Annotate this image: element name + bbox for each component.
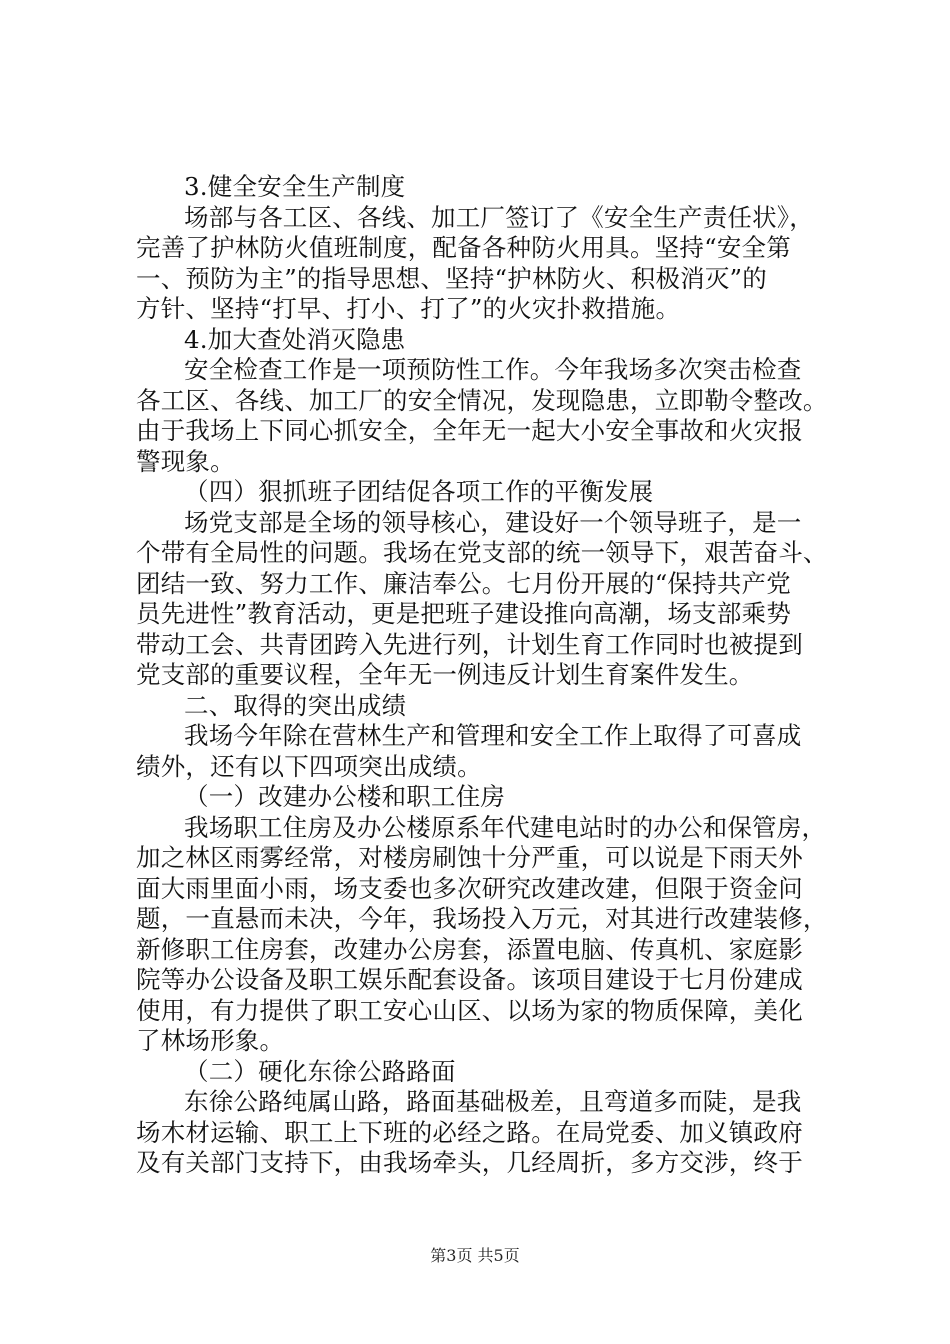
text-line: 新修职工住房套，改建办公房套，添置电脑、传真机、家庭影 — [136, 934, 803, 964]
text-line: 我场今年除在营林生产和管理和安全工作上取得了可喜成 — [184, 721, 802, 750]
text-line: 各工区、各线、加工厂的安全情况，发现隐患，立即勒令整改。 — [136, 385, 828, 415]
text-line: （一）改建办公楼和职工住房 — [184, 782, 506, 811]
text-line: 绩外，还有以下四项突出成绩。 — [136, 751, 482, 781]
text-line: 院等办公设备及职工娱乐配套设备。该项目建设于七月份建成 — [136, 965, 803, 994]
text-line: 一、预防为主”的指导思想、坚持“护林防火、积极消灭”的 — [136, 263, 767, 293]
text-line: 完善了护林防火值班制度，配备各种防火用具。坚持“安全第 — [136, 233, 791, 262]
text-line: 东徐公路纯属山路，路面基础极差，且弯道多而陡，是我 — [184, 1087, 802, 1116]
text-line: 党支部的重要议程，全年无一例违反计划生育案件发生。 — [136, 660, 754, 689]
text-line: 面大雨里面小雨，场支委也多次研究改建改建，但限于资金问 — [136, 873, 803, 903]
text-line: 场部与各工区、各线、加工厂签订了《安全生产责任状》， — [184, 202, 814, 232]
text-line: 二、取得的突出成绩 — [184, 690, 407, 720]
text-line: 了林场形象。 — [136, 1026, 285, 1055]
text-line: 个带有全局性的问题。我场在党支部的统一领导下，艰苦奋斗、 — [136, 538, 828, 567]
text-line: 场党支部是全场的领导核心，建设好一个领导班子，是一 — [184, 507, 802, 537]
text-line: 4.加大查处消灭隐患 — [184, 324, 406, 354]
document-body — [136, 172, 836, 1179]
text-line: 员先进性”教育活动，更是把班子建设推向高潮，场支部乘势 — [136, 599, 791, 628]
text-line: （四）狠抓班子团结促各项工作的平衡发展 — [184, 477, 654, 506]
text-line: 带动工会、共青团跨入先进行列，计划生育工作同时也被提到 — [136, 629, 803, 659]
text-line: 方针、坚持“打早、打小、打了”的火灾扑救措施。 — [136, 294, 681, 323]
text-line: 场木材运输、职工上下班的必经之路。在局党委、加义镇政府 — [136, 1117, 803, 1147]
text-line: 3.健全安全生产制度 — [184, 172, 406, 201]
page-number-footer: 第3页 共5页 — [430, 1246, 520, 1265]
text-line: 我场职工住房及办公楼原系年代建电站时的办公和保管房， — [184, 812, 827, 842]
text-line: 团结一致、努力工作、廉洁奉公。七月份开展的“保持共产党 — [136, 568, 791, 598]
text-line: （二）硬化东徐公路路面 — [184, 1056, 456, 1086]
text-line: 安全检查工作是一项预防性工作。今年我场多次突击检查 — [184, 355, 802, 384]
text-line: 加之林区雨雾经常，对楼房刷蚀十分严重，可以说是下雨天外 — [136, 843, 803, 872]
text-line: 警现象。 — [136, 446, 235, 476]
text-line: 由于我场上下同心抓安全，全年无一起大小安全事故和火灾报 — [136, 416, 803, 445]
text-line: 题，一直悬而未决，今年，我场投入万元，对其进行改建装修， — [136, 904, 828, 933]
text-line: 使用，有力提供了职工安心山区、以场为家的物质保障，美化 — [136, 995, 803, 1025]
text-line: 及有关部门支持下，由我场牵头，几经周折，多方交涉，终于 — [136, 1148, 803, 1177]
